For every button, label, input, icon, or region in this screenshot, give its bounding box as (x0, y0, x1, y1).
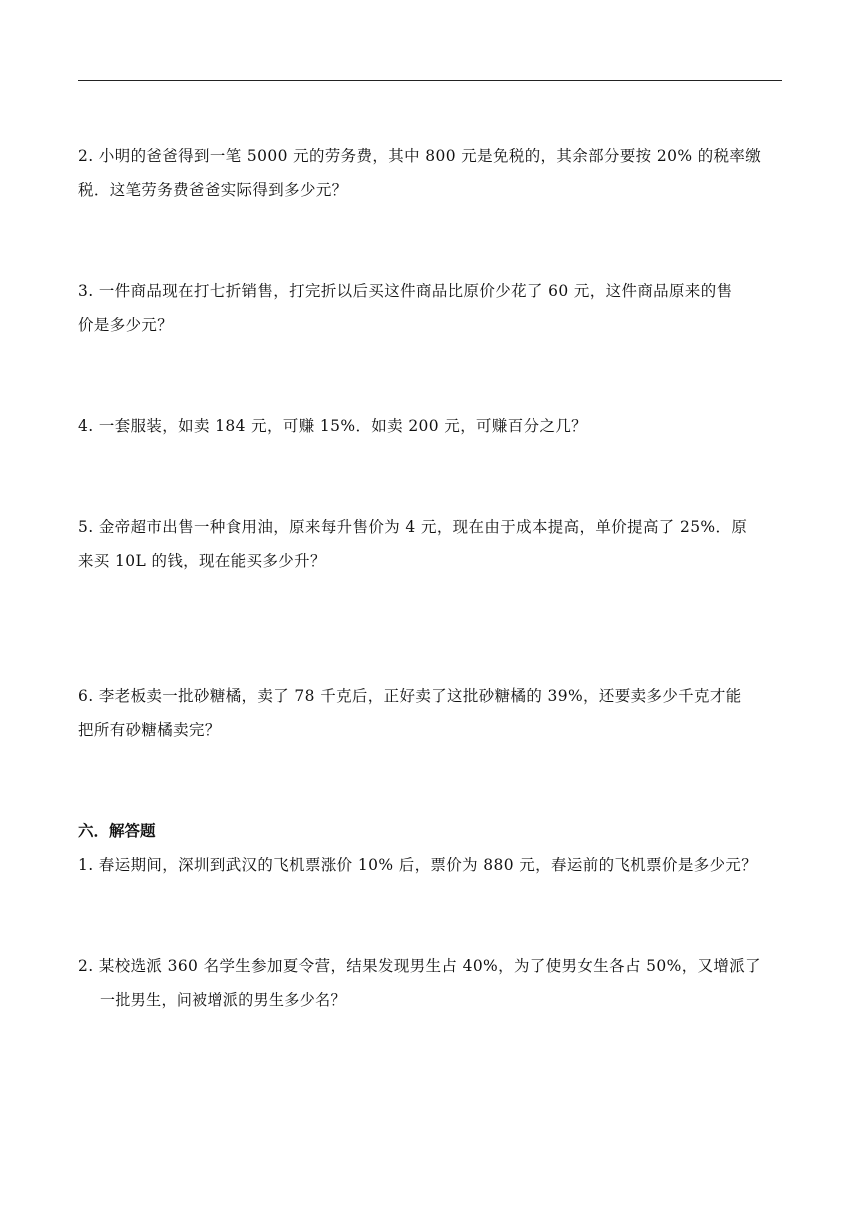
problem-6-line-2: 把所有砂糖橘卖完？ (78, 721, 221, 739)
problem-2-line-1: 2. 小明的爸爸得到一笔 5000 元的劳务费，其中 800 元是免税的，其余部分要按 20% 的税率缴 (78, 147, 762, 165)
problem-5-line-1: 5. 金帝超市出售一种食用油，原来每升售价为 4 元，现在由于成本提高，单价提高了 25%．原 (78, 518, 748, 536)
problem-3-line-2: 价是多少元？ (78, 316, 174, 334)
header-rule (78, 80, 782, 81)
answer-problem-2-line-1: 2. 某校选派 360 名学生参加夏令营，结果发现男生占 40%，为了使男女生各占 50%，又增派了 (78, 957, 761, 975)
problem-3-line-1: 3. 一件商品现在打七折销售，打完折以后买这件商品比原价少花了 60 元，这件商品原来的售 (78, 282, 733, 300)
problem-6-line-1: 6. 李老板卖一批砂糖橘，卖了 78 千克后，正好卖了这批砂糖橘的 39%，还要卖多少千克才能 (78, 687, 742, 705)
answer-problem-1-line-1: 1. 春运期间，深圳到武汉的飞机票涨价 10% 后，票价为 880 元，春运前的飞机票价是多少元？ (78, 856, 758, 874)
answer-problem-2-line-2: 一批男生，问被增派的男生多少名？ (100, 991, 346, 1009)
problem-4-line-1: 4. 一套服装，如卖 184 元，可赚 15%．如卖 200 元，可赚百分之几？ (78, 417, 588, 435)
section-heading: 六．解答题 (78, 821, 156, 840)
problem-2-line-2: 税．这笔劳务费爸爸实际得到多少元？ (78, 181, 348, 199)
problem-5-line-2: 来买 10L 的钱，现在能买多少升？ (78, 552, 326, 570)
